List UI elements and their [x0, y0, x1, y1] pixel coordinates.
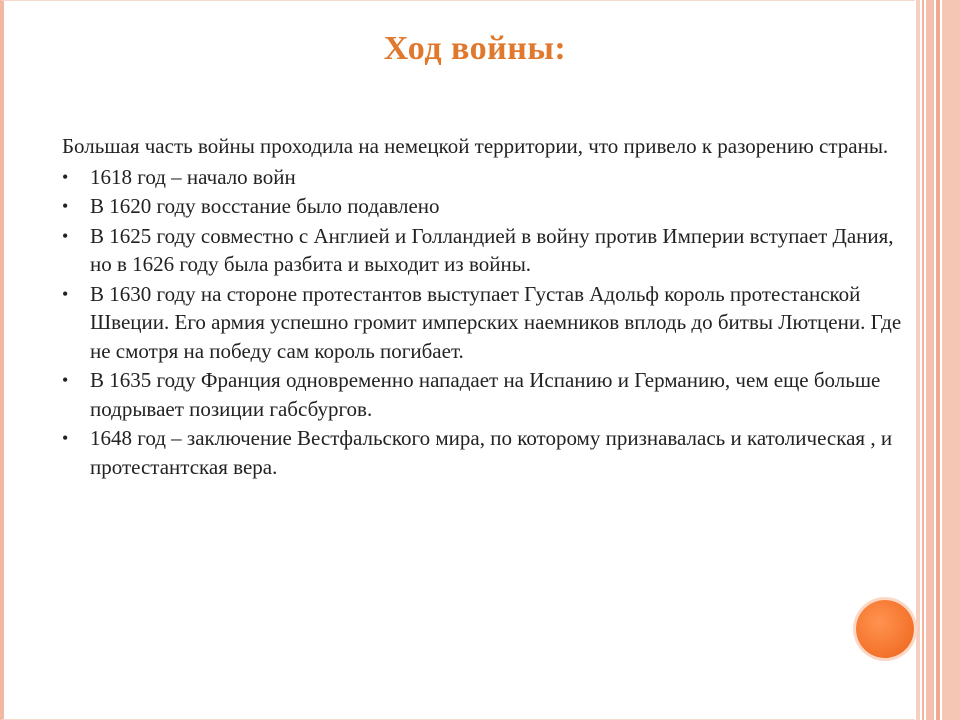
list-item: [62, 280, 902, 366]
list-item-text: В 1635 году Франция одновременно нападает на Испанию и Германию, чем еще больше подрывает позиции габсбургов.: [90, 368, 881, 421]
list-item-text: В 1620 году восстание было подавлено: [90, 194, 440, 218]
list-item: [62, 366, 902, 423]
slide-content: [62, 132, 902, 482]
bullet-list: [62, 163, 902, 482]
bullet-icon: •: [62, 225, 69, 246]
decorative-stripe: [916, 0, 920, 720]
list-item: [62, 192, 902, 221]
decorative-stripe: [922, 0, 924, 720]
list-item: [62, 222, 902, 279]
bullet-icon: •: [62, 166, 69, 187]
decorative-stripe: [926, 0, 934, 720]
list-item-text: В 1625 году совместно с Англией и Голландией в войну против Империи вступает Дания, но в 1626 году была разбита и выходит из войны.: [90, 223, 894, 276]
intro-paragraph: Большая часть войны проходила на немецкой территории, что привело к разорению страны.: [62, 134, 889, 158]
list-item-text: 1618 год – начало войн: [90, 164, 296, 189]
decorative-stripe: [936, 0, 940, 720]
slide-title: Ход войны:: [383, 30, 567, 67]
decorative-stripe: [942, 0, 960, 720]
list-item-text: В 1630 году на стороне протестантов выступает Густав Адольф король протестанской Швеции. Его армия успешно громит имперских наемников вплодь до битвы Лютцени. Где не смотря на победу сам король погибает.: [90, 281, 902, 363]
bullet-icon: •: [62, 370, 69, 390]
bullet-icon: •: [62, 196, 69, 216]
list-item: [62, 163, 902, 192]
list-item: [62, 424, 902, 481]
list-item-text: 1648 год – заключение Вестфальского мира, по которому признавалась и католическая , и протестантская вера.: [90, 426, 893, 479]
orange-circle-decoration: [856, 600, 914, 658]
bullet-icon: •: [62, 283, 69, 304]
bullet-icon: •: [62, 428, 69, 448]
